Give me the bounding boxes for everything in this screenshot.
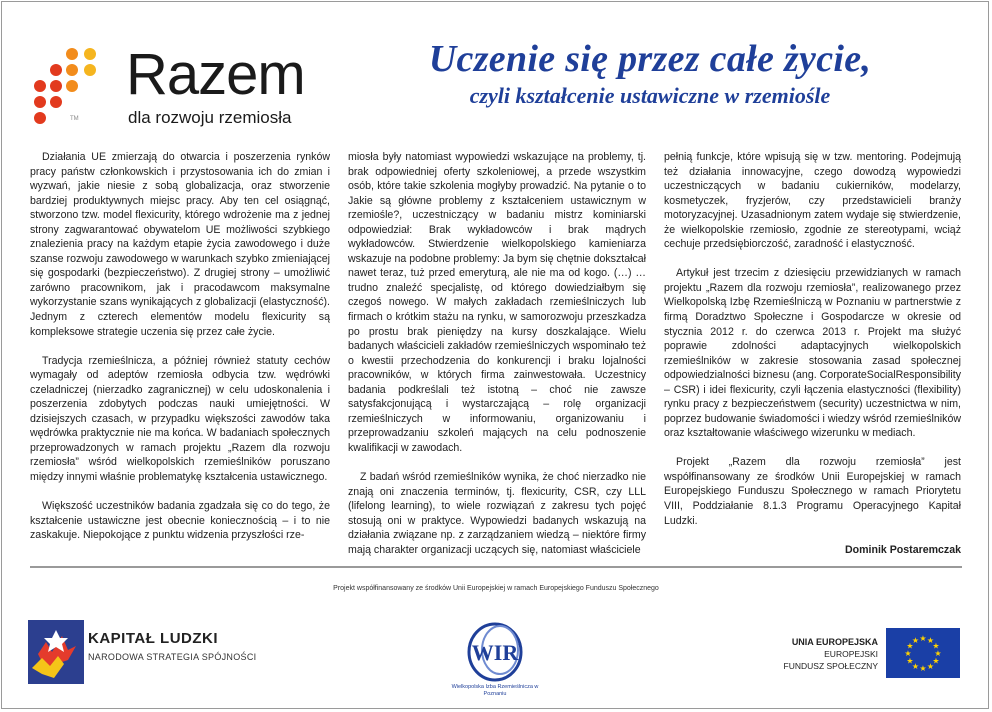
eu-title: UNIA EUROPEJSKA [791, 637, 878, 647]
eu-star: ★ [904, 649, 912, 658]
wir-emblem-icon [460, 620, 530, 682]
kapital-ludzki-icon [28, 620, 84, 684]
eu-star: ★ [926, 636, 935, 646]
paragraph: Artykuł jest trzecim z dziesięciu przewidzianych w ramach projektu „Razem dla rozwoju rzemiosła”, realizowanego przez Wielkopolską Izbę Rzemieślniczą w Poznaniu w partnerstwie z firmą Doradztwo Społeczne i Gospodarcze w okresie od stycznia 2012 r. do czerwca 2013 r. Projekt ma służyć poprawie zdolności adaptacyjnych wielkopolskich rzemieślników w zakresie stosowania zasad społecznej odpowiedzialności biznesu (ang. CorporateSocialResponsibility – CSR) i idei flexicurity, czyli łączenia elastyczności (flexibility) rynku pracy z bezpieczeństwem (security) uczestnictwa w nim, poprzez budowanie świadomości i wiedzy wśród rzemieślników oraz kształtowanie właściwego wizerunku w mediach. [664, 267, 961, 440]
eu-star: ★ [932, 641, 940, 651]
article-column-3 [664, 150, 961, 557]
eu-star: ★ [911, 661, 920, 671]
article-column-1 [30, 150, 330, 543]
eu-star: ★ [926, 661, 935, 671]
razem-logo [28, 44, 328, 134]
kl-subtitle: NARODOWA STRATEGIA SPÓJNOŚCI [88, 652, 257, 662]
paragraph: miosła były natomiast wypowiedzi wskazujące na problemy, tj. brak odpowiedniej oferty szkoleniowej, a przede wszystkim osób, które takie szkolenia mogłyby prowadzić. Na pytanie o to Jakie są główne problemy z kształceniem ustawicznym w rzemiośle?, uczestniczący w badaniu mistrz kominiarski odpowiedział: Brak wykładowców i brak mądrych wykładowców. Stwierdzenie wielkopolskiego kamieniarza wskazuje na podobne problemy: Ja bym się chętnie dokształcał nawet teraz, tuż przed emeryturą, ale nie ma od kogo. (…) … trudno znaleźć specjalistę, od którego dowiedziałbym się czegoś nowego. W małych zakładach rzemieślniczych lub firmach o krótkim stażu na rynku, w samorozwoju przeszkadza po prostu brak pieniędzy na kursy doszkalające. Wielu badanych właścicieli zakładów rzemieślniczych wspominało też o kwestii przechodzenia do konkurencji i braku lojalności pracowników, w których firma zainwestowała. Uczestnicy badania podkreślali też istotną – choć nie zawsze satysfakcjonującą i wystarczającą – rolę organizacji rzemieślniczych w informowaniu, organizowaniu i przeprowadzaniu szkoleń mających na celu podnoszenie kwalifikacji w zawodach. [348, 151, 646, 454]
headline-line1: Uczenie się przez całe życie, [428, 38, 872, 80]
divider [30, 566, 962, 568]
eu-text [770, 636, 878, 672]
cofinancing-note: Projekt współfinansowany ze środków Unii Europejskiej w ramach Europejskiego Funduszu Społecznego [333, 585, 659, 592]
paragraph: Większość uczestników badania zgadzała się co do tego, że kształcenie ustawiczne jest obecnie koniecznością – i to nie zaskakuje. Niepokojące z punktu widzenia przyszłości rze- [30, 500, 330, 542]
eu-star: ★ [911, 636, 920, 646]
headline [340, 36, 960, 110]
article-column-2 [348, 150, 646, 557]
trademark-sign: TM [70, 116, 79, 122]
eu-logo [770, 628, 960, 680]
eu-line3: FUNDUSZ SPOŁECZNY [783, 661, 878, 671]
logo-subtitle: dla rozwoju rzemiosła [128, 108, 292, 127]
eu-star: ★ [906, 656, 914, 666]
kapital-ludzki-logo [28, 618, 288, 688]
wir-caption: Wielkopolska Izba Rzemieślnicza w Poznaniu [451, 684, 539, 697]
eu-star: ★ [932, 656, 940, 666]
eu-star: ★ [934, 649, 942, 658]
paragraph: Projekt „Razem dla rozwoju rzemiosła” jest współfinansowany ze środków Unii Europejskiej w ramach Europejskiego Funduszu Społecznego w ramach Priorytetu VIII, Poddziałanie 8.1.3 Programu Operacyjnego Kapitał Ludzki. [664, 456, 961, 527]
eu-star: ★ [919, 664, 927, 673]
logo-word: Razem [126, 42, 305, 107]
eu-star: ★ [919, 634, 927, 643]
logo-dots-icon [28, 44, 108, 134]
paragraph: Tradycja rzemieślnicza, a później również statuty cechów wymagały od adeptów rzemiosła odbycia tzw. wędrówki czeladniczej (nierzadko zagranicznej) w celu udoskonalenia i poszerzenia zdobytych podczas nauki umiejętności. W dzisiejszych czasach, w przypadku większości zawodów taka wędrówka praktycznie nie ma końca. W badaniach społecznych przeprowadzonych w ramach projektu „Razem dla rozwoju rzemiosła” wśród wielkopolskich rzemieślników poruszano między innymi właśnie problematykę kształcenia ustawicznego. [30, 354, 330, 483]
eu-line2: EUROPEJSKI [824, 649, 878, 659]
headline-line2: czyli kształcenie ustawiczne w rzemiośle [469, 83, 831, 108]
paragraph: Z badań wśród rzemieślników wynika, że choć nierzadko nie znają oni znaczenia terminów, tj. flexicurity, CSR, czy LLL (lifelong learning), to wiele rozwiązań z zakresu tych pojęć stosują oni w praktyce. Wypowiedzi badanych wskazują na działania związane np. z zarządzaniem wiedzą – niektóre firmy mają charakter organizacji uczących się, natomiast właściciele [348, 470, 646, 556]
paragraph: Działania UE zmierzają do otwarcia i poszerzenia rynków pracy państw członkowskich i przystosowania ich do zmian i wyzwań, jakie niesie z sobą globalizacja, oraz stworzenie bardziej produktywnych miejsc pracy. Aby ten cel osiągnąć, stworzono tzw. model flexicurity, którego wdrożenie ma z jednej strony zagwarantować obywatelom UE możliwości szybkiego znalezienia pracy na każdym etapie życia zawodowego i duże szanse rozwoju zawodowego w warunkach szybko zmieniającej się gospodarki (bezpieczeństwo). Z drugiej strony – umożliwić zarówno pracownikom, jak i pracodawcom maksymalne wykorzystanie szans wynikających z globalizacji (elastyczność). Jednym z czterech elementów modelu flexicurity są kompleksowe strategie uczenia się przez całe życie. [30, 151, 330, 338]
wir-logo [440, 620, 550, 700]
paragraph: pełnią funkcje, które wpisują się w tzw. mentoring. Podejmują też działania innowacyjne, czego dowodzą wypowiedzi uczestniczących w badaniu cukierników, modelarzy, kosmetyczek, fryzjerów, czy przedstawicieli branży motoryzacyjnej. Uzasadnionym zatem wydaje się stwierdzenie, że wielkopolskie rzemiosło, zgodnie ze stereotypami, wciąż cechuje przedsiębiorczość, zaradność i elastyczność. [664, 151, 961, 251]
eu-star: ★ [906, 641, 914, 651]
eu-flag-icon [886, 628, 960, 678]
wir-letters: WIR [471, 640, 519, 665]
author-signature: Dominik Postaremczak [845, 543, 961, 556]
kl-title: KAPITAŁ LUDZKI [88, 630, 219, 647]
